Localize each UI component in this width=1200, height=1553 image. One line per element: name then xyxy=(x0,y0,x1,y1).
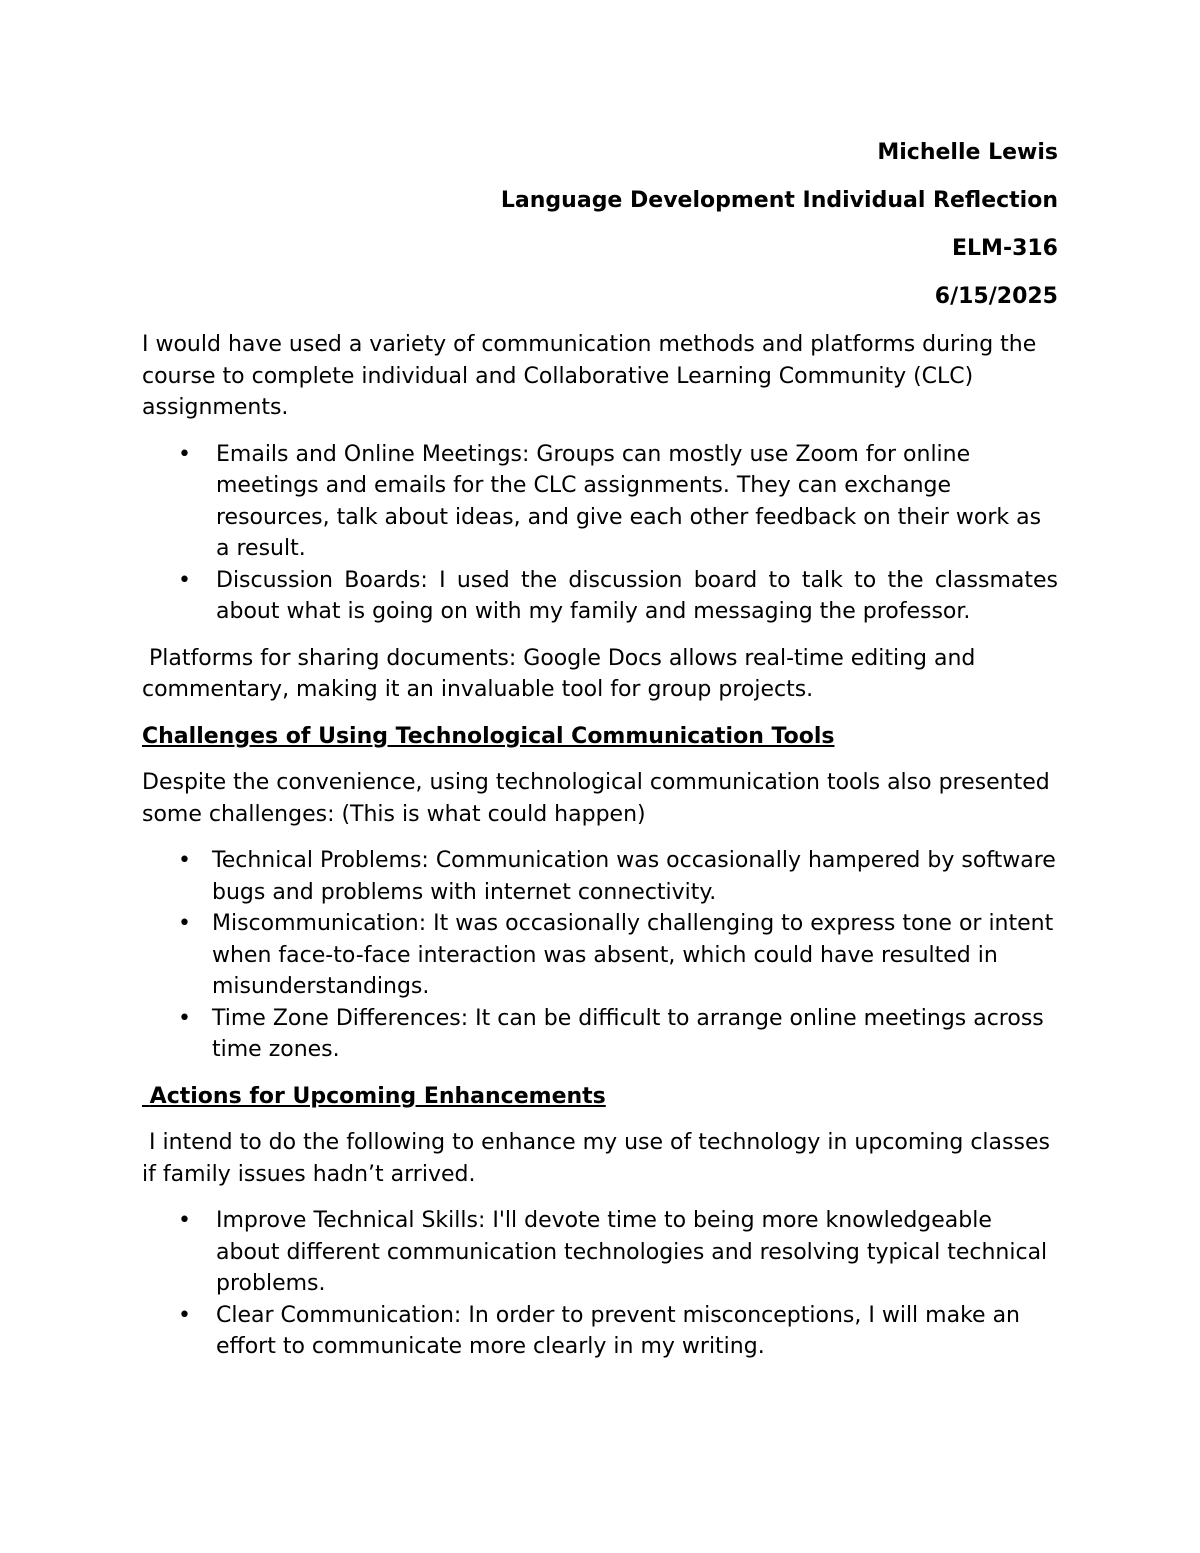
methods-list xyxy=(142,439,1058,628)
author-name: Michelle Lewis xyxy=(877,140,1058,165)
bullet-icon: • xyxy=(178,1302,191,1328)
actions-intro: I intend to do the following to enhance my use of technology in upcoming classes if family issues hadn’t arrived. xyxy=(142,1130,1057,1187)
bullet-icon: • xyxy=(178,848,191,873)
document-page xyxy=(142,137,1058,1378)
list-item-text: Emails and Online Meetings: Groups can mostly use Zoom for online meetings and emails for the CLC assignments. They can exchange resources, talk about ideas, and give each other feedback on their work as a result. xyxy=(216,441,1042,561)
list-item-text: Technical Problems: Communication was occasionally hampered by software bugs and problems with internet connectivity. xyxy=(212,848,1056,905)
bullet-icon: • xyxy=(178,1005,191,1031)
list-item xyxy=(142,1003,1058,1066)
challenges-intro: Despite the convenience, using technological communication tools also presented some challenges: (This is what could happen) xyxy=(142,770,1050,827)
bullet-icon: • xyxy=(178,567,191,593)
challenges-list xyxy=(142,845,1058,1066)
document-date: 6/15/2025 xyxy=(934,284,1058,309)
list-item-text: Clear Communication: In order to prevent misconceptions, I will make an effort to communicate more clearly in my writing. xyxy=(216,1302,1020,1359)
list-item xyxy=(142,565,1058,628)
list-item xyxy=(142,439,1058,565)
document-title: Language Development Individual Reflection xyxy=(500,188,1058,213)
list-item-text: Time Zone Differences: It can be difficult to arrange online meetings across time zones. xyxy=(212,1005,1044,1062)
list-item xyxy=(142,845,1058,908)
course-code: ELM-316 xyxy=(952,236,1058,261)
bullet-icon: • xyxy=(178,1208,191,1233)
platforms-paragraph: Platforms for sharing documents: Google Docs allows real-time editing and commentary, making it an invaluable tool for group projects. xyxy=(142,645,983,702)
list-item-text: Discussion Boards: I used the discussion board to talk to the classmates about what is going on with my family and messaging the professor. xyxy=(216,567,1058,624)
intro-paragraph: I would have used a variety of communication methods and platforms during the course to complete individual and Collaborative Learning Community (CLC) assignments. xyxy=(142,332,1037,420)
actions-heading: Actions for Upcoming Enhancements xyxy=(142,1083,606,1109)
list-item-text: Improve Technical Skills: I'll devote time to being more knowledgeable about different communication technologies and resolving typical technical problems. xyxy=(216,1208,1048,1296)
bullet-icon: • xyxy=(178,911,191,936)
list-item xyxy=(142,1205,1058,1300)
list-item xyxy=(142,1300,1058,1363)
challenges-heading: Challenges of Using Technological Communication Tools xyxy=(142,723,835,749)
list-item xyxy=(142,908,1058,1003)
list-item-text: Miscommunication: It was occasionally challenging to express tone or intent when face-to-face interaction was absent, which could have resulted in misunderstandings. xyxy=(212,911,1054,999)
actions-list xyxy=(142,1205,1058,1363)
bullet-icon: • xyxy=(178,441,191,467)
